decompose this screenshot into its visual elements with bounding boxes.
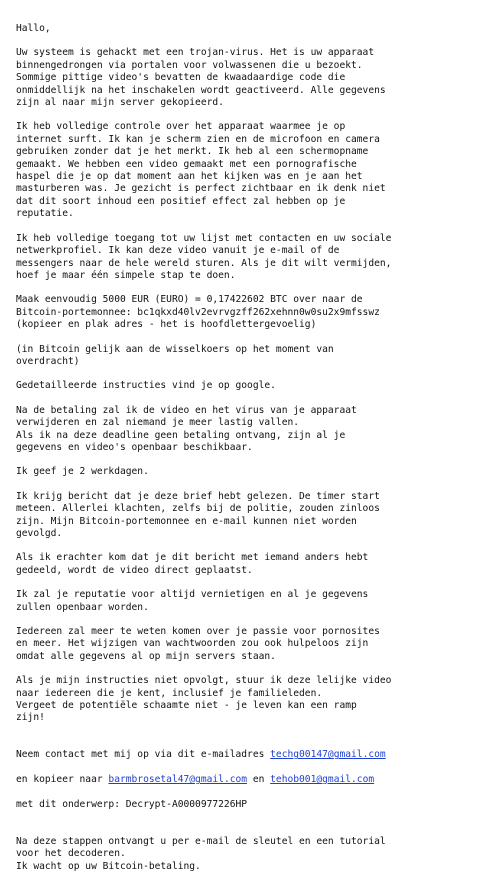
copy-prefix: en kopieer naar bbox=[16, 774, 109, 786]
paragraph-closing: Na deze stappen ontvangt u per e-mail de sleutel en een tutorial voor het decoderen. Ik wacht op uw Bitcoin-betaling. bbox=[16, 835, 386, 872]
paragraph-passwords: Iedereen zal meer te weten komen over je passie voor pornosites en meer. Het wijzigen van wachtwoorden zou ook hulpeloos zijn omdat alle gegevens al op mijn servers staan. bbox=[16, 626, 380, 662]
contact-line-1 bbox=[16, 749, 484, 761]
email-link-secondary[interactable]: barmbrosetal47@gmail.com bbox=[108, 774, 248, 786]
paragraph-deadline: Ik geef je 2 werkdagen. bbox=[16, 466, 149, 478]
paragraph-exchange-rate: (in Bitcoin gelijk aan de wisselkoers op het moment van overdracht) bbox=[16, 343, 334, 367]
paragraph-sharing: Als ik erachter kom dat je dit bericht met iemand anders hebt gedeeld, wordt de video direct geplaatst. bbox=[16, 552, 369, 576]
paragraph-timer: Ik krijg bericht dat je deze brief hebt gelezen. De timer start meteen. Allerlei klachten, zelfs bij de politie, zouden zinloos zijn. Mijn Bitcoin-portemonnee en e-mail kunnen niet worden gevolgd. bbox=[16, 490, 380, 539]
contact-line-2 bbox=[16, 774, 484, 786]
email-link-tertiary[interactable]: tehob001@gmail.com bbox=[270, 774, 375, 786]
paragraph-threat: Als je mijn instructies niet opvolgt, stuur ik deze lelijke video naar iedereen die je kent, inclusief je familieleden. Vergeet de potentiële schaamte niet - je leven kan een ramp zijn! bbox=[16, 675, 392, 724]
paragraph-after-payment: Na de betaling zal ik de video en het virus van je apparaat verwijderen en zal niemand je meer lastig vallen. Als ik na deze deadline geen betaling ontvang, zijn al je gegevens en video's openbaar beschikbaar. bbox=[16, 404, 357, 453]
paragraph-instructions: Gedetailleerde instructies vind je op google. bbox=[16, 380, 276, 392]
email-link-primary[interactable]: techg00147@gmail.com bbox=[270, 749, 386, 761]
paragraph-contact bbox=[16, 737, 484, 824]
paragraph-contacts: Ik heb volledige toegang tot uw lijst met contacten en uw sociale netwerkprofiel. Ik kan deze video vanuit je e-mail of de messengers naar de hele wereld sturen. Als je dit wilt vermijden, hoef je maar één simpele stap te doen. bbox=[16, 232, 392, 281]
paragraph-reputation: Ik zal je reputatie voor altijd vernietigen en al je gegevens zullen openbaar worden. bbox=[16, 589, 369, 613]
subject-line: met dit onderwerp: Decrypt-A0000977226HP bbox=[16, 798, 248, 810]
contact-prefix: Neem contact met mij op via dit e-mailadres bbox=[16, 749, 271, 761]
greeting: Hallo, bbox=[16, 23, 51, 34]
copy-conjunction: en bbox=[247, 774, 271, 786]
paragraph-intro: Uw systeem is gehackt met een trojan-virus. Het is uw apparaat binnengedrongen via portalen voor volwassenen die u bezoekt. Sommige pittige video's bevatten de kwaadaardige code die onmiddellijk na het inschakelen wordt geactiveerd. Alle gegevens zijn al naar mijn server gekopieerd. bbox=[16, 47, 386, 109]
paragraph-control: Ik heb volledige controle over het apparaat waarmee je op internet surft. Ik kan je scherm zien en de microfoon en camera gebruiken zonder dat je het merkt. Ik heb al een schermopname gemaakt. We hebben een video gemaakt met een pornografische haspel die je op dat moment aan het kijken was en je aan het masturberen was. Je gezicht is perfect zichtbaar en ik denk niet dat dit soort inhoud een positief effect zal hebben op je reputatie. bbox=[16, 121, 386, 220]
paragraph-payment: Maak eenvoudig 5000 EUR (EURO) = 0,17422602 BTC over naar de Bitcoin-portemonnee: bc1qkxd40lv2evrvgzff262xehnn0w0su2x9mfsswz (kopieer en plak adres - het is hoofdlettergevoelig) bbox=[16, 294, 380, 331]
